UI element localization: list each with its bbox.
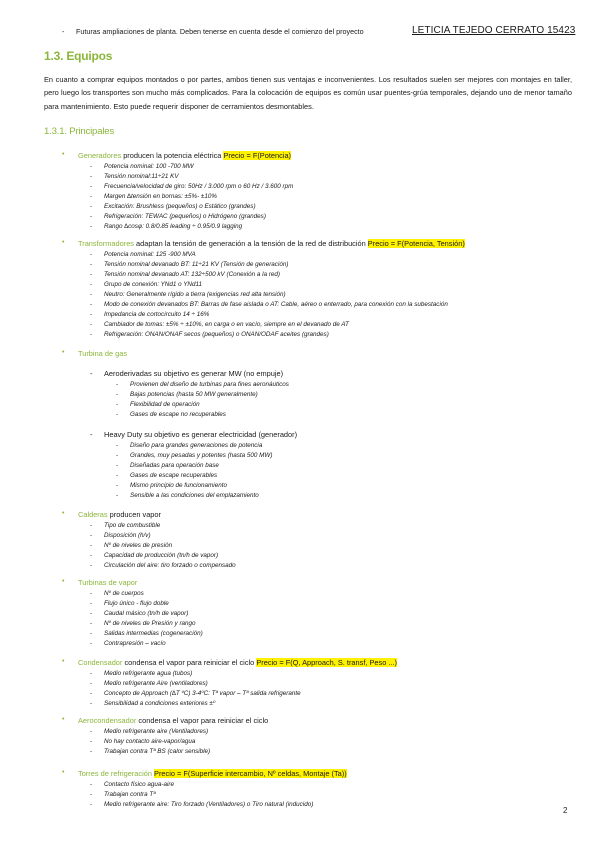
bullet-marker: • (62, 716, 65, 723)
section-name: Turbinas de vapor (78, 578, 138, 587)
section-description: condensa el vapor para reiniciar el ciclo (122, 658, 257, 667)
price-highlight: Precio = F(Q, Approach, S. transf, Peso ...) (256, 658, 398, 667)
bullet-marker: • (62, 578, 65, 585)
section-description: producen la potencia eléctrica (121, 151, 224, 160)
bullet-marker: • (62, 658, 65, 665)
bullet-marker: • (62, 239, 65, 246)
section-name: Generadores (78, 151, 122, 160)
heading-equipos: 1.3. Equipos (44, 49, 113, 63)
section-heading (78, 658, 397, 667)
intro-paragraph: En cuanto a comprar equipos montados o por partes, ambos tienen sus ventajas e inconvenientes. Los resultados suelen ser mejores con montajes en taller, pero luego los transportes son mucho más complicados. Para la colocación de equipos es común usar puentes-grúa temporales, dejando uno de menor tamaño para mantenimiento. Esto puede requerir disponer de cerramientos desmontables. (44, 75, 572, 111)
author-header: LETICIA TEJEDO CERRATO 15423 (412, 25, 576, 36)
section-heading (78, 239, 465, 248)
section-heading (78, 716, 268, 725)
bullet-marker: • (62, 349, 65, 356)
section-description: condensa el vapor para reiniciar el ciclo (136, 716, 269, 725)
section-heading (78, 578, 137, 587)
section-heading (78, 510, 161, 519)
price-highlight: Precio = F(Potencia, Tensión) (367, 239, 465, 248)
section-name: Aerocondensador (78, 716, 137, 725)
section-name: Transformadores (78, 239, 134, 248)
section-name: Turbina de gas (78, 349, 128, 358)
document-page: - Futuras ampliaciones de planta. Deben tenerse en cuenta desde el comienzo del proyecto LETICIA TEJEDO CERRATO 15423 1.3. Equipos En cuanto a comprar equipos montados o por partes, ambos tienen sus ventajas e inconvenientes. Los resultados suelen ser mejores con montajes en taller, pero luego los transportes son mucho más complicados. Para la colocación de equipos es común usar puentes-grúa temporales, dejando uno de menor tamaño para mantenimiento. Esto puede requerir disponer de cerramientos desmontables. 1.3.1. Principales • Generadores producen la potencia eléctrica Precio = F(Potencia) - Potencia nominal: 100 -700 MW - Tensión nominal:11÷21 KV - Frecuencia/velocidad de giro: 50Hz / 3.000 rpm o 60 Hz / 3.600 rpm - Margen ∆tensión en bornas: ±5%- ±10% - Excitación: Brushless (pequeños) o Estático (grandes) - Refrigeración: TEWAC (pequeños) o Hidrógeno (grandes) - Rango ∆cosφ: 0.8/0.85 leading ÷ 0.95/0.9 lagging • Transformadores adaptan la tensión de generación a la tensión de la red de distribución Precio = F(Potencia, Tensión) - Potencia nominal: 125 -900 MVA - Tensión nominal devanado BT: 11÷21 KV (Tensión de generación) - Tensión nominal devanado AT: 132÷500 kV (Conexión a la red) - Grupo de conexión: YNd1 o YNd11 - Neutro: Generalmente rígido a tierra (exigencias red alta tensión) - Modo de conexión devanados BT: Barras de fase aislada o AT: Cable, aéreo o enterrado, para conexión con la subestación - Impedancia de cortocircuito 14 ÷ 16% - Cambiador de tomas: ±5% ÷ ±10%, en carga o en vacío, siempre en el devanado de AT - Refrigeración: ONAN/ONAF secos (pequeños) o ONAN/ODAF aceites (grandes) • Turbina de gas - Aeroderivadas su objetivo es generar MW (no empuje) - Provienen del diseño de turbinas para fines aeronáuticos - Bajas potencias (hasta 50 MW generalmente) - Flexibilidad de operación - Gases de escape no recuperables - Heavy Duty su objetivo es generar electricidad (generador) - Diseño para grandes generaciones de potencia - Grandes, muy pesadas y potentes (hasta 500 MW) - Diseñadas para operación base - Gases de escape recuperables - Mismo principio de funcionamiento - Sensible a las condiciones del emplazamiento • Calderas producen vapor - Tipo de combustible - Disposición (h/v) - Nº de niveles de presión - Capacidad de producción (tn/h de vapor) - Circulación del aire: tiro forzado o compensado • Turbinas de vapor - Nº de cuerpos - Flujo único - flujo doble - Caudal másico (tn/h de vapor) - Nº de niveles de Presión y rango - Salidas intermedias (cogeneración) - Contrapresión – vacío • Condensador condensa el vapor para reiniciar el ciclo Precio = F(Q, Approach, S. transf, Peso ...) - Medio refrigerante agua (tubos) - Medio refrigerante Aire (ventiladores) - Concepto de Approach (∆T ºC) 3-4ºC: Tª vapor – Tª salida refrigerante - Sensibilidad a condiciones exteriores ±º • Aerocondensador condensa el vapor para reiniciar el ciclo - Medio refrigerante aire (Ventiladores) - No hay contacto aire-vapor/agua - Trabajan contra Tª BS (calor sensible) • Torres de refrigeración Precio = F(Superficie intercambio, Nº celdas, Montaje (Ta)) - Contacto físico agua-aire - Trabajan contra Tª - Medio refrigerante aire: Tiro forzado (Ventiladores) o Tiro natural (inducido) 2 (44, 25, 576, 815)
section-description: producen vapor (107, 510, 161, 519)
section-description: adaptan la tensión de generación a la tensión de la red de distribución (134, 239, 368, 248)
price-highlight: Precio = F(Superficie intercambio, Nº celdas, Montaje (Ta)) (154, 769, 347, 778)
bullet-marker: • (62, 510, 65, 517)
page-number: 2 (563, 806, 568, 815)
section-name: Torres de refrigeración (78, 769, 152, 778)
section-heading (78, 349, 127, 358)
top-bullet-text: Futuras ampliaciones de planta. Deben tenerse en cuenta desde el comienzo del proyecto (76, 27, 364, 36)
bullet-marker: • (62, 151, 65, 158)
bullet-marker: • (62, 769, 65, 776)
section-heading (78, 151, 291, 160)
section-name: Condensador (78, 658, 123, 667)
section-name: Calderas (78, 510, 108, 519)
top-bullet-marker: - (62, 27, 65, 36)
price-highlight: Precio = F(Potencia) (223, 151, 292, 160)
heading-principales: 1.3.1. Principales (44, 126, 114, 137)
section-heading (78, 769, 347, 778)
